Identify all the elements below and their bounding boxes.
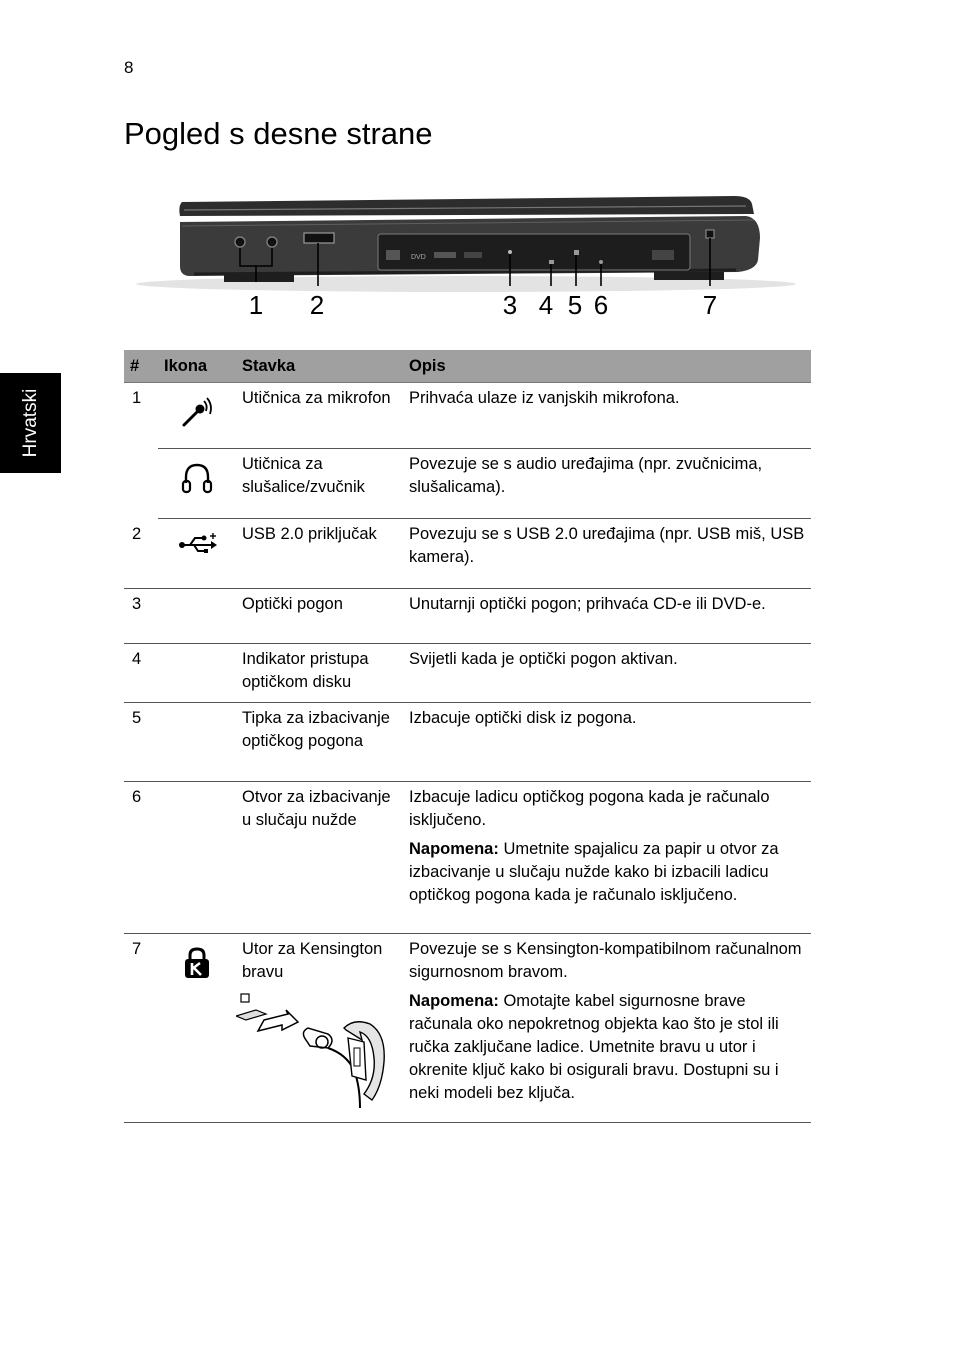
callout-7: 7	[702, 290, 718, 320]
lock-installation-illustration	[236, 990, 396, 1114]
row-icon-cell	[158, 449, 236, 519]
row-icon-cell	[158, 703, 236, 782]
row-item: Otvor za izbacivanje u slučaju nužde	[236, 782, 403, 934]
row-item: Optički pogon	[236, 589, 403, 644]
callout-3: 3	[502, 290, 518, 320]
row-item: Indikator pristupa optičkom disku	[236, 644, 403, 703]
row-desc: Povezuje se s audio uređajima (npr. zvučnicima, slušalicama).	[403, 449, 811, 519]
row-icon-cell	[158, 383, 236, 449]
row-icon-cell	[158, 934, 236, 1123]
header-icon: Ikona	[158, 350, 236, 383]
row-number: 1	[132, 389, 142, 407]
row-desc: Izbacuje optički disk iz pogona.	[403, 703, 811, 782]
header-desc: Opis	[403, 350, 811, 383]
row-desc: Unutarnji optički pogon; prihvaća CD-e ili DVD-e.	[403, 589, 811, 644]
table-row	[124, 934, 811, 1123]
table-row	[124, 449, 811, 519]
row-icon-cell	[158, 644, 236, 703]
table-row	[124, 519, 811, 589]
laptop-right-side-figure	[134, 186, 798, 326]
row-item: USB 2.0 priključak	[236, 519, 403, 589]
table-row	[124, 644, 811, 703]
dvd-logo: DVD	[411, 254, 426, 261]
row-item: Utičnica za mikrofon	[236, 383, 403, 449]
table-row	[124, 703, 811, 782]
note-label: Napomena:	[409, 992, 499, 1010]
callout-2: 2	[309, 290, 325, 320]
callout-5: 5	[567, 290, 583, 320]
row-item: Utor za Kensington bravu	[242, 940, 383, 981]
row-number: 2	[124, 519, 158, 589]
callout-6: 6	[593, 290, 609, 320]
table-row	[124, 383, 811, 449]
row-icon-cell	[158, 519, 236, 589]
row-desc: Svijetli kada je optički pogon aktivan.	[403, 644, 811, 703]
callout-4: 4	[538, 290, 554, 320]
microphone-icon	[180, 395, 214, 429]
row-desc: Izbacuje ladicu optičkog pogona kada je računalo isključeno.	[409, 788, 770, 829]
row-number: 4	[124, 644, 158, 703]
row-item: Utičnica za slušalice/zvučnik	[236, 449, 403, 519]
row-icon-cell	[158, 782, 236, 934]
row-number: 6	[124, 782, 158, 934]
table-row	[124, 589, 811, 644]
row-item-cell	[236, 934, 403, 1123]
kensington-lock-icon	[182, 946, 212, 980]
headphones-icon	[180, 461, 214, 495]
note-label: Napomena:	[409, 840, 499, 858]
table-row	[124, 782, 811, 934]
row-icon-cell	[158, 589, 236, 644]
language-side-tab	[0, 373, 61, 473]
row-desc-cell	[403, 782, 811, 934]
note-text: Umetnite spajalicu za papir u otvor za izbacivanje u slučaju nužde kako bi izbacili ladicu optičkog pogona kada je računalo isključeno.	[409, 840, 779, 904]
row-desc: Povezuju se s USB 2.0 uređajima (npr. USB miš, USB kamera).	[403, 519, 811, 589]
ports-table	[124, 350, 811, 1123]
side-tab-label: Hrvatski	[19, 388, 41, 458]
page-title: Pogled s desne strane	[124, 116, 433, 151]
row-note	[409, 990, 805, 1105]
row-note	[409, 838, 805, 907]
row-number: 5	[124, 703, 158, 782]
row-number: 7	[124, 934, 158, 1123]
row-number: 3	[124, 589, 158, 644]
callout-1: 1	[248, 290, 264, 320]
header-num: #	[124, 350, 158, 383]
row-desc-cell	[403, 934, 811, 1123]
row-desc: Prihvaća ulaze iz vanjskih mikrofona.	[403, 383, 811, 449]
row-desc: Povezuje se s Kensington-kompatibilnom računalnom sigurnosnom bravom.	[409, 940, 802, 981]
note-text: Omotajte kabel sigurnosne brave računala oko nepokretnog objekta kao što je stol ili ručka zaključane ladice. Umetnite bravu u utor i okrenite ključ kako bi osigurali bravu. Dostupni su i neki modeli bez ključa.	[409, 992, 779, 1102]
page-number: 8	[124, 58, 134, 77]
header-item: Stavka	[236, 350, 403, 383]
usb-icon	[177, 531, 217, 555]
row-item: Tipka za izbacivanje optičkog pogona	[236, 703, 403, 782]
